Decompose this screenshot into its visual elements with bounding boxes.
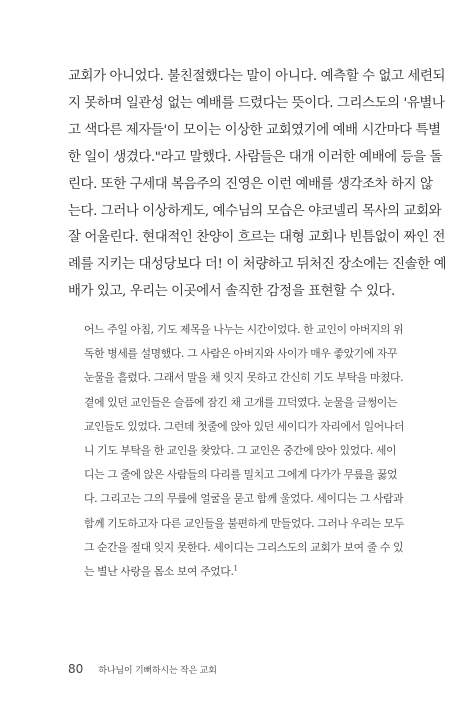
quote-line: 독한 병세를 설명했다. 그 사람은 아버지와 사이가 매우 좋았기에 자꾸 xyxy=(84,347,398,361)
quote-line: 눈물을 흘렸다. 그래서 말을 채 잇지 못하고 간신히 기도 부탁을 마쳤다. xyxy=(84,371,404,385)
main-line: 지 못하며 일관성 없는 예배를 드렸다는 뜻이다. 그리스도의 '유별나 xyxy=(68,95,445,111)
quote-line-last xyxy=(84,560,404,584)
quote-line: 어느 주일 아침, 기도 제목을 나누는 시간이었다. 한 교인이 아버지의 위 xyxy=(84,323,404,336)
quote-line: 다. 그리고는 그의 무릎에 얼굴을 묻고 함께 울었다. 세이디는 그 사람과 xyxy=(84,492,404,506)
block-quote xyxy=(84,318,404,584)
quote-line: 그 순간을 절대 잊지 못한다. 세이디는 그리스도의 교회가 보여 줄 수 있 xyxy=(84,540,404,554)
main-line: 린다. 또한 구세대 복음주의 진영은 이런 예배를 생각조차 하지 않 xyxy=(68,176,433,192)
quote-line: 디는 그 줄에 앉은 사람들의 다리를 밀치고 그에게 다가가 무릎을 꿇었 xyxy=(84,468,398,482)
quote-last-text: 는 별난 사랑을 몸소 보여 주었다. xyxy=(84,565,234,579)
quote-line: 니 기도 부탁을 한 교인을 찾았다. 그 교인은 중간에 앉아 있었다. 세이 xyxy=(84,444,397,458)
footnote-marker[interactable]: 1 xyxy=(233,564,238,573)
main-line: 잘 어울린다. 현대적인 찬양이 흐르는 대형 교회나 빈틈없이 짜인 전 xyxy=(68,230,446,246)
main-line: 는다. 그러나 이상하게도, 예수님의 모습은 야코넬리 목사의 교회와 xyxy=(68,203,442,219)
running-title: 하나님이 기뻐하시는 작은 교회 xyxy=(98,666,217,676)
quote-line: 함께 기도하고자 다른 교인들을 불편하게 만들었다. 그러나 우리는 모두 xyxy=(84,516,405,530)
main-paragraph xyxy=(68,64,447,306)
main-line: 고 색다른 제자들'이 모이는 이상한 교회였기에 예배 시간마다 특별 xyxy=(68,122,441,138)
main-line: 배가 있고, 우리는 이곳에서 솔직한 감정을 표현할 수 있다. xyxy=(68,284,395,300)
page-footer xyxy=(68,658,217,677)
main-line: 한 일이 생겼다."라고 말했다. 사람들은 대개 이러한 예배에 등을 돌 xyxy=(68,149,443,165)
main-line: 교회가 아니었다. 불친절했다는 말이 아니다. 예측할 수 없고 세련되 xyxy=(68,69,446,84)
quote-line: 교인들도 있었다. 그런데 첫줄에 앉아 있던 세이디가 자리에서 일어나더 xyxy=(84,419,405,433)
quote-line: 곁에 있던 교인들은 슬픔에 잠긴 채 고개를 끄덕였다. 눈물을 글썽이는 xyxy=(84,395,398,409)
page-number: 80 xyxy=(68,662,84,676)
main-line: 례를 지키는 대성당보다 더! 이 처량하고 뒤처진 장소에는 진솔한 예 xyxy=(68,257,447,273)
